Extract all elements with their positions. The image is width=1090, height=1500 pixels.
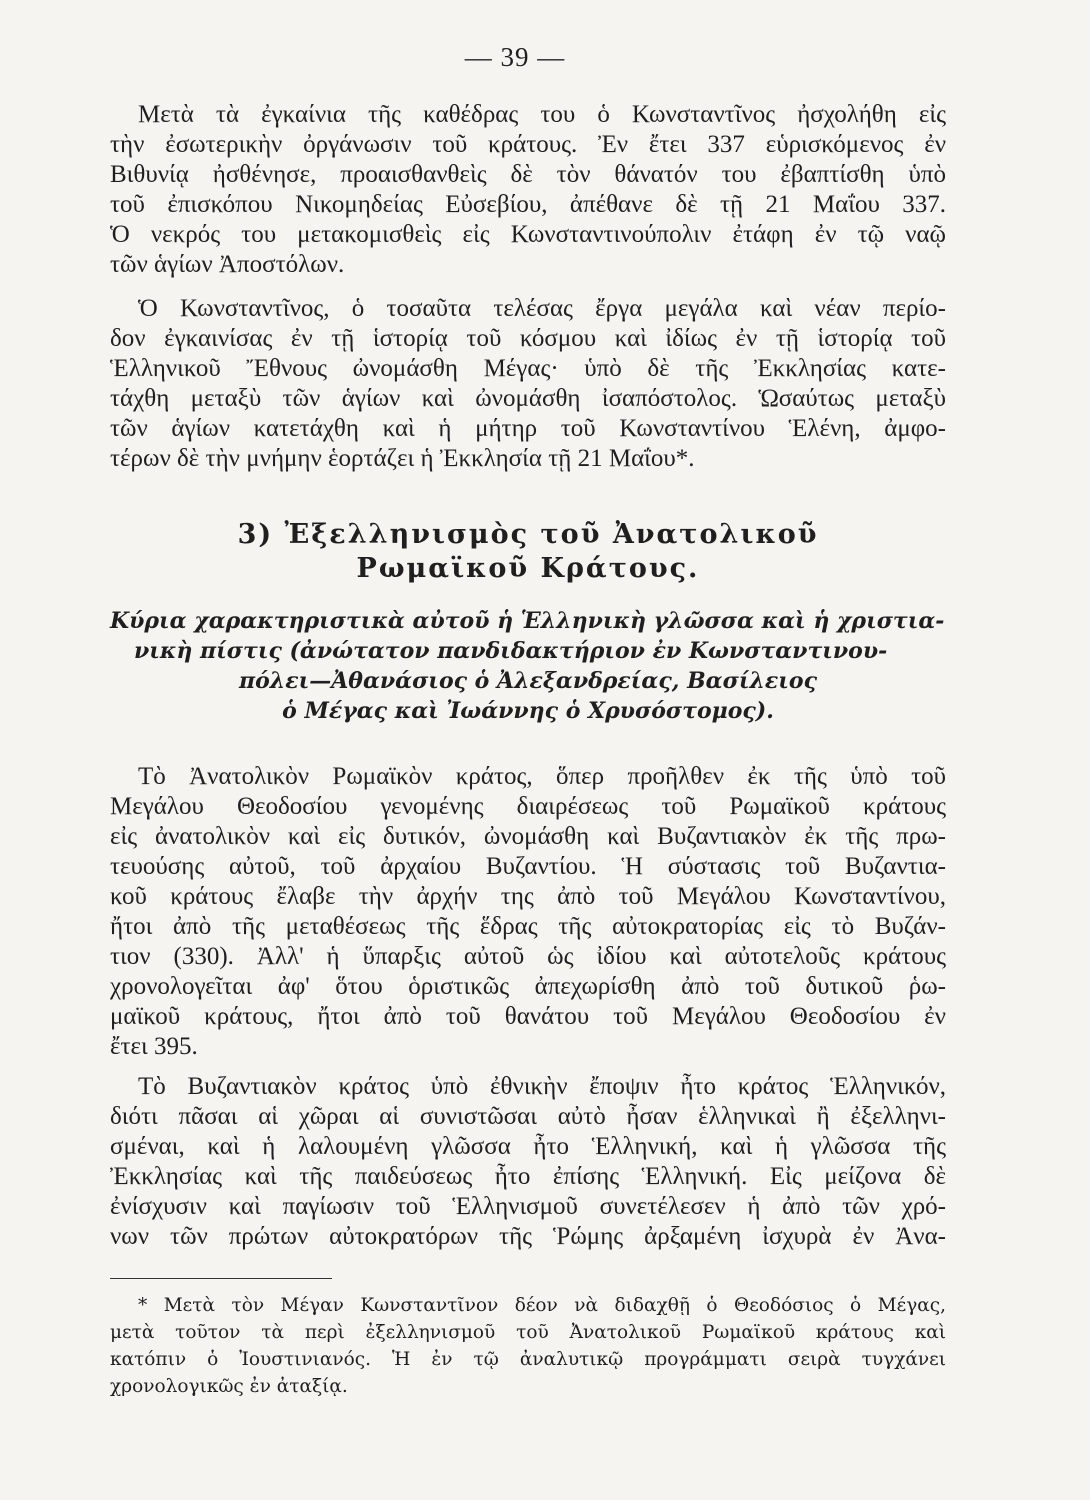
text-line: νων τῶν πρώτων αὐτοκρατόρων τῆς Ῥώμης ἀρξαμένη ἰσχυρὰ ἐν Ἀνα- bbox=[110, 1223, 946, 1250]
text-line: Τὸ Ἀνατολικὸν Ρωμαϊκὸν κράτος, ὅπερ προῆλθεν ἐκ τῆς ὑπὸ τοῦ bbox=[138, 763, 946, 790]
paragraph-byzantine-greek bbox=[110, 1072, 946, 1252]
text-line: ἔτει 395. bbox=[110, 1033, 198, 1060]
text-line: τέρων δὲ τὴν μνήμην ἑορτάζει ἡ Ἐκκλησία τῇ 21 Μαΐου*. bbox=[110, 445, 695, 472]
text-line: δον ἐγκαινίσας ἐν τῇ ἱστορίᾳ τοῦ κόσμου καὶ ἰδίως ἐν τῇ ἱστορίᾳ τοῦ bbox=[110, 325, 946, 352]
text-line: Μετὰ τὰ ἐγκαίνια τῆς καθέδρας του ὁ Κωνσταντῖνος ἠσχολήθη εἰς bbox=[138, 101, 946, 128]
section-heading bbox=[110, 518, 946, 586]
text-line: τάχθη μεταξὺ τῶν ἁγίων καὶ ὠνομάσθη ἰσαπόστολος. Ὡσαύτως μεταξὺ bbox=[110, 385, 946, 412]
footnote bbox=[110, 1292, 946, 1400]
paragraph bbox=[110, 762, 946, 1062]
text-line: Ὁ νεκρός του μετακομισθεὶς εἰς Κωνσταντινούπολιν ἐτάφη ἐν τῷ ναῷ bbox=[110, 221, 946, 248]
paragraph bbox=[110, 1072, 946, 1252]
paragraph-eastern-empire bbox=[110, 762, 946, 1062]
text-line: Τὸ Βυζαντιακὸν κράτος ὑπὸ ἐθνικὴν ἔποψιν ἦτο κράτος Ἑλληνικόν, bbox=[138, 1073, 946, 1100]
footnote-line: μετὰ τοῦτον τὰ περὶ ἐξελληνισμοῦ τοῦ Ἀνατολικοῦ Ρωμαϊκοῦ κράτους καὶ bbox=[110, 1322, 946, 1343]
text-line: Ἐκκλησίας καὶ τῆς παιδεύσεως ἦτο ἐπίσης Ἑλληνική. Εἰς μείζονα δὲ bbox=[110, 1163, 946, 1190]
subtitle-line: πόλει—Ἀθανάσιος ὁ Ἀλεξανδρείας, Βασίλειος bbox=[239, 668, 817, 694]
text-line: τῶν ἁγίων Ἀποστόλων. bbox=[110, 251, 345, 278]
paragraph-constantine-death bbox=[110, 100, 946, 280]
subtitle-line: ὁ Μέγας καὶ Ἰωάννης ὁ Χρυσόστομος). bbox=[282, 698, 774, 724]
text-line: διότι πᾶσαι αἱ χῶραι αἱ συνιστῶσαι αὐτὸ ἦσαν ἑλληνικαὶ ἢ ἐξελληνι- bbox=[110, 1103, 946, 1130]
text-line: χρονολογεῖται ἀφ' ὅτου ὁριστικῶς ἀπεχωρίσθη ἀπὸ τοῦ δυτικοῦ ῥω- bbox=[110, 973, 946, 1000]
text-line: τευούσης αὐτοῦ, τοῦ ἀρχαίου Βυζαντίου. Ἡ σύστασις τοῦ Βυζαντια- bbox=[110, 853, 946, 880]
subtitle-line: νικὴ πίστις (ἀνώτατον πανδιδακτήριον ἐν Κωνσταντινου- bbox=[134, 638, 888, 664]
text-line: Βιθυνίᾳ ἠσθένησε, προαισθανθεὶς δὲ τὸν θάνατόν του ἐβαπτίσθη ὑπὸ bbox=[110, 161, 946, 188]
paragraph bbox=[110, 100, 946, 280]
text-line: εἰς ἀνατολικὸν καὶ εἰς δυτικόν, ὠνομάσθη καὶ Βυζαντιακὸν ἐκ τῆς πρω- bbox=[110, 823, 946, 850]
section-heading-line: 3) Ἐξελληνισμὸς τοῦ Ἀνατολικοῦ bbox=[237, 519, 819, 550]
text-line: τιον (330). Ἀλλ' ἡ ὕπαρξις αὐτοῦ ὡς ἰδίου καὶ αὐτοτελοῦς κράτους bbox=[110, 943, 946, 970]
text-line: κοῦ κράτους ἔλαβε τὴν ἀρχήν της ἀπὸ τοῦ Μεγάλου Κωνσταντίνου, bbox=[110, 883, 946, 910]
text-line: σμέναι, καὶ ἡ λαλουμένη γλῶσσα ἦτο Ἑλληνική, καὶ ἡ γλῶσσα τῆς bbox=[110, 1133, 946, 1160]
text-line: ἐνίσχυσιν καὶ παγίωσιν τοῦ Ἑλληνισμοῦ συνετέλεσεν ἡ ἀπὸ τῶν χρό- bbox=[110, 1193, 946, 1220]
text-line: τὴν ἐσωτερικὴν ὀργάνωσιν τοῦ κράτους. Ἐν ἔτει 337 εὑρισκόμενος ἐν bbox=[110, 131, 946, 158]
footnote-line: * Μετὰ τὸν Μέγαν Κωνσταντῖνον δέον νὰ διδαχθῇ ὁ Θεοδόσιος ὁ Μέγας, bbox=[138, 1295, 946, 1316]
footnote-line: χρονολογικῶς ἐν ἀταξίᾳ. bbox=[110, 1376, 348, 1397]
text-line: τῶν ἁγίων κατετάχθη καὶ ἡ μήτηρ τοῦ Κωνσταντίνου Ἑλένη, ἀμφο- bbox=[110, 415, 946, 442]
section-heading-line: Ρωμαϊκοῦ Κράτους. bbox=[356, 553, 700, 584]
text-line: Ἑλληνικοῦ Ἔθνους ὠνομάσθη Μέγας· ὑπὸ δὲ τῆς Ἐκκλησίας κατε- bbox=[110, 355, 946, 382]
text-line: μαϊκοῦ κράτους, ἤτοι ἀπὸ τοῦ θανάτου τοῦ Μεγάλου Θεοδοσίου ἐν bbox=[110, 1003, 946, 1030]
paragraph-constantine-legacy bbox=[110, 294, 946, 474]
text-line: τοῦ ἐπισκόπου Νικομηδείας Εὐσεβίου, ἀπέθανε δὲ τῇ 21 Μαΐου 337. bbox=[110, 191, 946, 218]
section-subtitle bbox=[110, 606, 946, 726]
text-line: Μεγάλου Θεοδοσίου γενομένης διαιρέσεως τοῦ Ρωμαϊκοῦ κράτους bbox=[110, 793, 946, 820]
footnote-divider bbox=[110, 1278, 332, 1279]
paragraph bbox=[110, 294, 946, 474]
text-line: ἤτοι ἀπὸ τῆς μεταθέσεως τῆς ἕδρας τῆς αὐτοκρατορίας εἰς τὸ Βυζάν- bbox=[110, 913, 946, 940]
footnote-line: κατόπιν ὁ Ἰουστινιανός. Ἡ ἐν τῷ ἀναλυτικῷ προγράμματι σειρὰ τυγχάνει bbox=[110, 1349, 946, 1370]
page-number: — 39 — bbox=[464, 42, 566, 72]
text-line: Ὁ Κωνσταντῖνος, ὁ τοσαῦτα τελέσας ἔργα μεγάλα καὶ νέαν περίο- bbox=[138, 295, 946, 322]
subtitle-line: Κύρια χαρακτηριστικὰ αὐτοῦ ἡ Ἑλληνικὴ γλῶσσα καὶ ἡ χριστια- bbox=[110, 608, 945, 634]
